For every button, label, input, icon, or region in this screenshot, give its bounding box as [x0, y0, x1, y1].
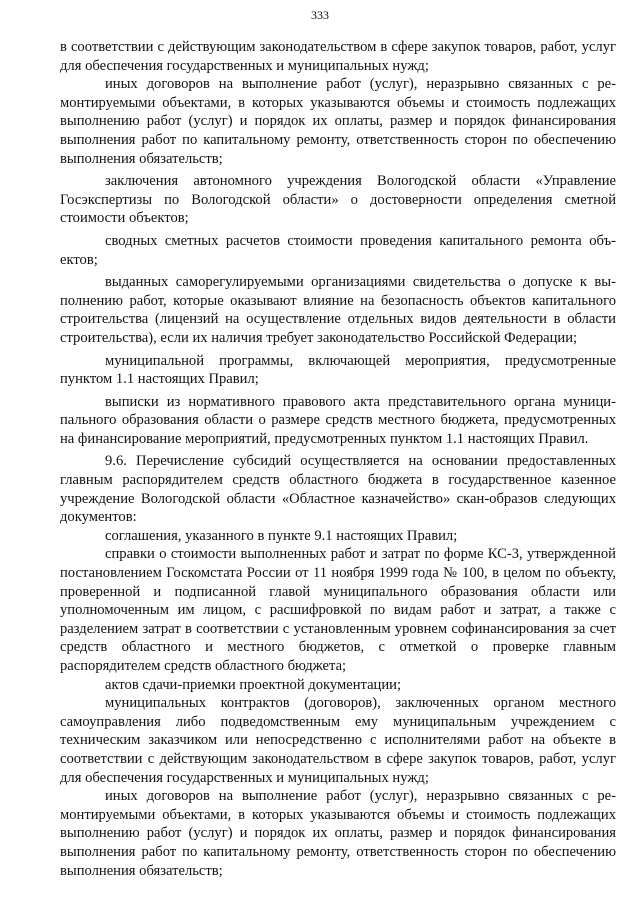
paragraph: муниципальных контрактов (договоров), заключенных органом местного самоуправления либо подведомственным ему муниципальным учреждением с техническим заказчиком или непосредственно с исполнителями работ на объекте в соответствии с действующим законодательством в сфере закупок товаров, работ, услуг для обеспечения государственных и муниципальных нужд;	[60, 695, 616, 786]
document-body	[60, 38, 616, 880]
paragraph: заключения автономного учреждения Вологодской области «Управление Госэкспертизы по Вологодской области» о достоверности определения сметной стоимости объектов;	[60, 173, 616, 227]
page-number: 333	[311, 8, 329, 22]
paragraph: муниципальной программы, включающей мероприятия, предусмотренные пунктом 1.1 настоящих Правил;	[60, 352, 616, 388]
paragraph: выписки из нормативного правового акта представительного органа муниципального образования области о размере средств местного бюджета, предусмотренных на финансирование мероприятий, предусмотренных пунктом 1.1 настоящих Правил.	[60, 393, 616, 447]
paragraph: сводных сметных расчетов стоимости проведения капитального ремонта объектов;	[60, 232, 616, 268]
paragraph: иных договоров на выполнение работ (услуг), неразрывно связанных с ремонтируемыми объектами, в которых указываются объемы и стоимость подлежащих выполнению работ (услуг) и порядок их оплаты, размер и порядок финансирования выполнения работ по капитальному ремонту, ответственность сторон по обеспечению выполнения обязательств;	[60, 76, 616, 167]
paragraph: соглашения, указанного в пункте 9.1 настоящих Правил;	[105, 527, 458, 544]
paragraph: выданных саморегулируемыми организациями свидетельства о допуске к выполнению работ, которые оказывают влияние на безопасность объектов капитального строительства (лицензий на осуществление отдельных видов деятельности в области строительства), если их наличия требует законодательство Российской Федерации;	[60, 274, 616, 346]
paragraph: иных договоров на выполнение работ (услуг), неразрывно связанных с ремонтируемыми объектами, в которых указываются объемы и стоимость подлежащих выполнению работ (услуг) и порядок их оплаты, размер и порядок финансирования выполнения работ по капитальному ремонту, ответственность сторон по обеспечению выполнения обязательств;	[60, 788, 616, 879]
paragraph: в соответствии с действующим законодательством в сфере закупок товаров, работ, услуг для обеспечения государственных и муниципальных нужд;	[60, 39, 616, 74]
paragraph: 9.6. Перечисление субсидий осуществляется на основании предоставленных главным распорядителем средств областного бюджета в государственное казенное учреждение Вологодской области «Областное казначейство» скан-образов следующих документов:	[60, 453, 616, 526]
paragraph: справки о стоимости выполненных работ и затрат по форме КС-3, утвержденной постановлением Госкомстата России от 11 ноября 1999 года № 100, в целом по объекту, проверенной и подписанной главой муниципального образования области или уполномоченным им лицом, с расшифровкой по видам работ и затрат, а также с разделением затрат в соответствии с установленным уровнем софинансирования за счет средств областного и местного бюджетов, с отметкой о проверке главным распорядителем средств областного бюджета;	[60, 546, 616, 674]
paragraph: актов сдачи-приемки проектной документации;	[105, 676, 402, 693]
